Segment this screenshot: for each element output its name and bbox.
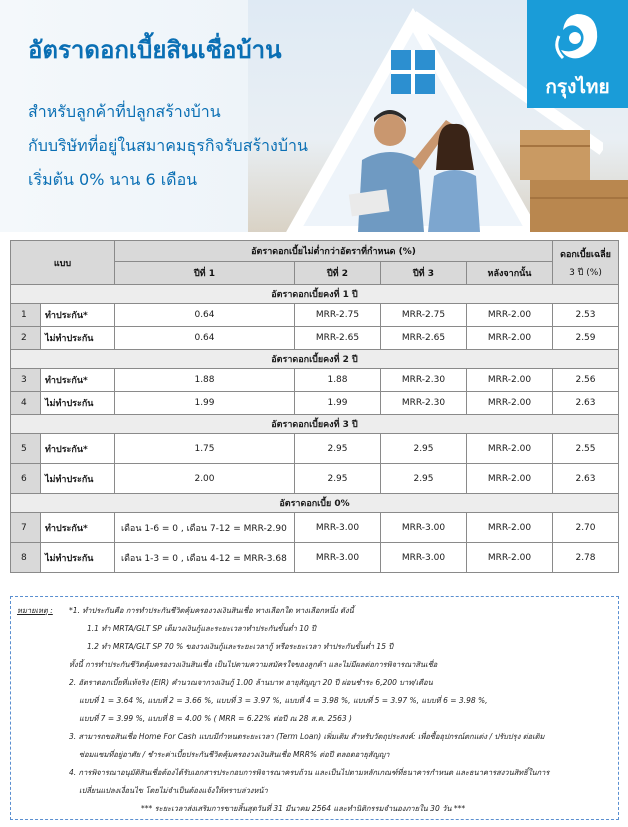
table-row [11,464,619,494]
rate-after: MRR-2.00 [467,304,553,327]
section-title: อัตราดอกเบี้ยคงที่ 2 ปี [11,350,619,369]
subtitle-line-1: สำหรับลูกค้าที่ปลูกสร้างบ้าน [28,102,221,121]
rate-year-3: MRR-2.75 [381,304,467,327]
rate-year-1: เดือน 1-3 = 0 , เดือน 4-12 = MRR-3.68 [115,543,295,573]
subtitle-line-3: เริ่มต้น 0% นาน 6 เดือน [28,170,198,189]
rate-table [10,240,619,573]
table-row [11,513,619,543]
rate-average: 2.70 [553,513,619,543]
notes-box [10,596,619,820]
rate-year-3: 2.95 [381,464,467,494]
rate-year-3: MRR-2.30 [381,392,467,415]
rate-year-2: MRR-3.00 [295,513,381,543]
rate-year-2: MRR-3.00 [295,543,381,573]
couple-photo [328,100,528,232]
header-type: แบบ [11,241,115,285]
rate-average: 2.56 [553,369,619,392]
header-rate-group: อัตราดอกเบี้ยไม่ต่ำกว่าอัตราที่กำหนด (%) [115,241,553,262]
rate-after: MRR-2.00 [467,543,553,573]
row-type: ไม่ทำประกัน [41,327,115,350]
rate-year-1: 0.64 [115,304,295,327]
header-average [553,241,619,285]
note-line: 1.1 ทำ MRTA/GLT SP เต็มวงเงินกู้และระยะเวลาทำประกันขั้นต่ำ 10 ปี [87,624,316,633]
moving-boxes-image [520,120,628,232]
header-year-2: ปีที่ 2 [295,262,381,285]
table-row [11,543,619,573]
section-title: อัตราดอกเบี้ยคงที่ 1 ปี [11,285,619,304]
rate-average: 2.55 [553,434,619,464]
row-type: ทำประกัน* [41,513,115,543]
row-number: 5 [11,434,41,464]
row-type: ทำประกัน* [41,304,115,327]
header-average-line-1: ดอกเบี้ยเฉลี่ย [560,249,611,260]
note-line: 4. การพิจารณาอนุมัติสินเชื่อต้องได้รับเอกสารประกอบการพิจารณาครบถ้วน และเป็นไปตามหลักเกณฑ์ที่ธนาคารกำหนด และธนาคารสงวนสิทธิ์ในการ [69,768,550,777]
row-type: ไม่ทำประกัน [41,543,115,573]
row-number: 4 [11,392,41,415]
row-type: ไม่ทำประกัน [41,464,115,494]
rate-year-2: 1.88 [295,369,381,392]
rate-average: 2.78 [553,543,619,573]
rate-year-2: 1.99 [295,392,381,415]
rate-year-2: MRR-2.65 [295,327,381,350]
header-after: หลังจากนั้น [467,262,553,285]
section-title: อัตราดอกเบี้ยคงที่ 3 ปี [11,415,619,434]
section-title: อัตราดอกเบี้ย 0% [11,494,619,513]
header-average-line-2: 3 ปี (%) [569,267,602,278]
rate-average: 2.63 [553,392,619,415]
rate-year-1: 0.64 [115,327,295,350]
rate-average: 2.59 [553,327,619,350]
rate-year-1: 1.75 [115,434,295,464]
note-line: 3. สามารถขอสินเชื่อ Home For Cash แบบมีกำหนดระยะเวลา (Term Loan) เพิ่มเติม สำหรับวัตถุประสงค์: เพื่อซื้ออุปกรณ์ตกแต่ง / ปรับปรุง ต่อเติม [69,732,545,741]
rate-year-2: MRR-2.75 [295,304,381,327]
rate-year-3: MRR-2.65 [381,327,467,350]
row-type: ทำประกัน* [41,434,115,464]
rate-year-1: 2.00 [115,464,295,494]
table-row [11,369,619,392]
rate-average: 2.63 [553,464,619,494]
table-row [11,434,619,464]
rate-year-1: 1.88 [115,369,295,392]
krungthai-logo [527,0,628,108]
rate-year-3: MRR-3.00 [381,543,467,573]
row-number: 3 [11,369,41,392]
logo-text: กรุงไทย [545,76,610,98]
note-line: ทั้งนี้ การทำประกันชีวิตคุ้มครองวงเงินสินเชื่อ เป็นไปตามความสมัครใจของลูกค้า และไม่มีผลต่อการพิจารณาสินเชื่อ [69,660,438,669]
note-line: แบบที่ 1 = 3.64 %, แบบที่ 2 = 3.66 %, แบบที่ 3 = 3.97 %, แบบที่ 4 = 3.98 %, แบบที่ 5 = 3.97 %, แบบที่ 6 = 3.98 %, [79,696,488,705]
row-type: ไม่ทำประกัน [41,392,115,415]
rate-year-1: เดือน 1-6 = 0 , เดือน 7-12 = MRR-2.90 [115,513,295,543]
rate-after: MRR-2.00 [467,513,553,543]
promo-banner [0,0,628,232]
rate-year-3: MRR-2.30 [381,369,467,392]
table-row [11,327,619,350]
row-number: 6 [11,464,41,494]
row-type: ทำประกัน* [41,369,115,392]
note-line: *** ระยะเวลาส่งเสริมการขายสิ้นสุดวันที่ 31 มีนาคม 2564 และทำนิติกรรมจำนองภายใน 30 วัน *** [141,804,466,813]
note-line: แบบที่ 7 = 3.99 %, แบบที่ 8 = 4.00 % ( MRR = 6.22% ต่อปี ณ 28 ส.ค. 2563 ) [79,714,352,723]
rate-year-1: 1.99 [115,392,295,415]
page-title: อัตราดอกเบี้ยสินเชื่อบ้าน [28,36,282,64]
krungthai-bird-logo-icon [549,8,605,68]
note-line: 2. อัตราดอกเบี้ยที่แท้จริง (EIR) คำนวณจากวงเงินกู้ 1.00 ล้านบาท อายุสัญญา 20 ปี ผ่อนชำระ 6,200 บาท/เดือน [69,678,433,687]
rate-after: MRR-2.00 [467,392,553,415]
note-line: ซ่อมแซมที่อยู่อาศัย / ชำระค่าเบี้ยประกันชีวิตคุ้มครองวงเงินสินเชื่อ MRR% ต่อปี ตลอดอายุสัญญา [79,750,390,759]
header-year-1: ปีที่ 1 [115,262,295,285]
rate-after: MRR-2.00 [467,327,553,350]
rate-year-2: 2.95 [295,464,381,494]
rate-year-3: 2.95 [381,434,467,464]
row-number: 7 [11,513,41,543]
row-number: 1 [11,304,41,327]
note-line: 1.2 ทำ MRTA/GLT SP 70 % ของวงเงินกู้และระยะเวลากู้ หรือระยะเวลา ทำประกันขั้นต่ำ 15 ปี [87,642,394,651]
rate-year-2: 2.95 [295,434,381,464]
table-row [11,304,619,327]
header-year-3: ปีที่ 3 [381,262,467,285]
note-line: *1. ทำประกันคือ การทำประกันชีวิตคุ้มครองวงเงินสินเชื่อ ทางเลือกใด ทางเลือกหนึ่ง ดังนี้ [69,606,354,615]
subtitle-line-2: กับบริษัทที่อยู่ในสมาคมธุรกิจรับสร้างบ้าน [28,136,308,155]
row-number: 2 [11,327,41,350]
rate-average: 2.53 [553,304,619,327]
rate-year-3: MRR-3.00 [381,513,467,543]
table-row [11,392,619,415]
rate-after: MRR-2.00 [467,464,553,494]
rate-after: MRR-2.00 [467,369,553,392]
rate-after: MRR-2.00 [467,434,553,464]
note-line: เปลี่ยนแปลงเงื่อนไข โดยไม่จำเป็นต้องแจ้งให้ทราบล่วงหน้า [79,786,268,795]
notes-label: หมายเหตุ : [17,606,53,615]
row-number: 8 [11,543,41,573]
